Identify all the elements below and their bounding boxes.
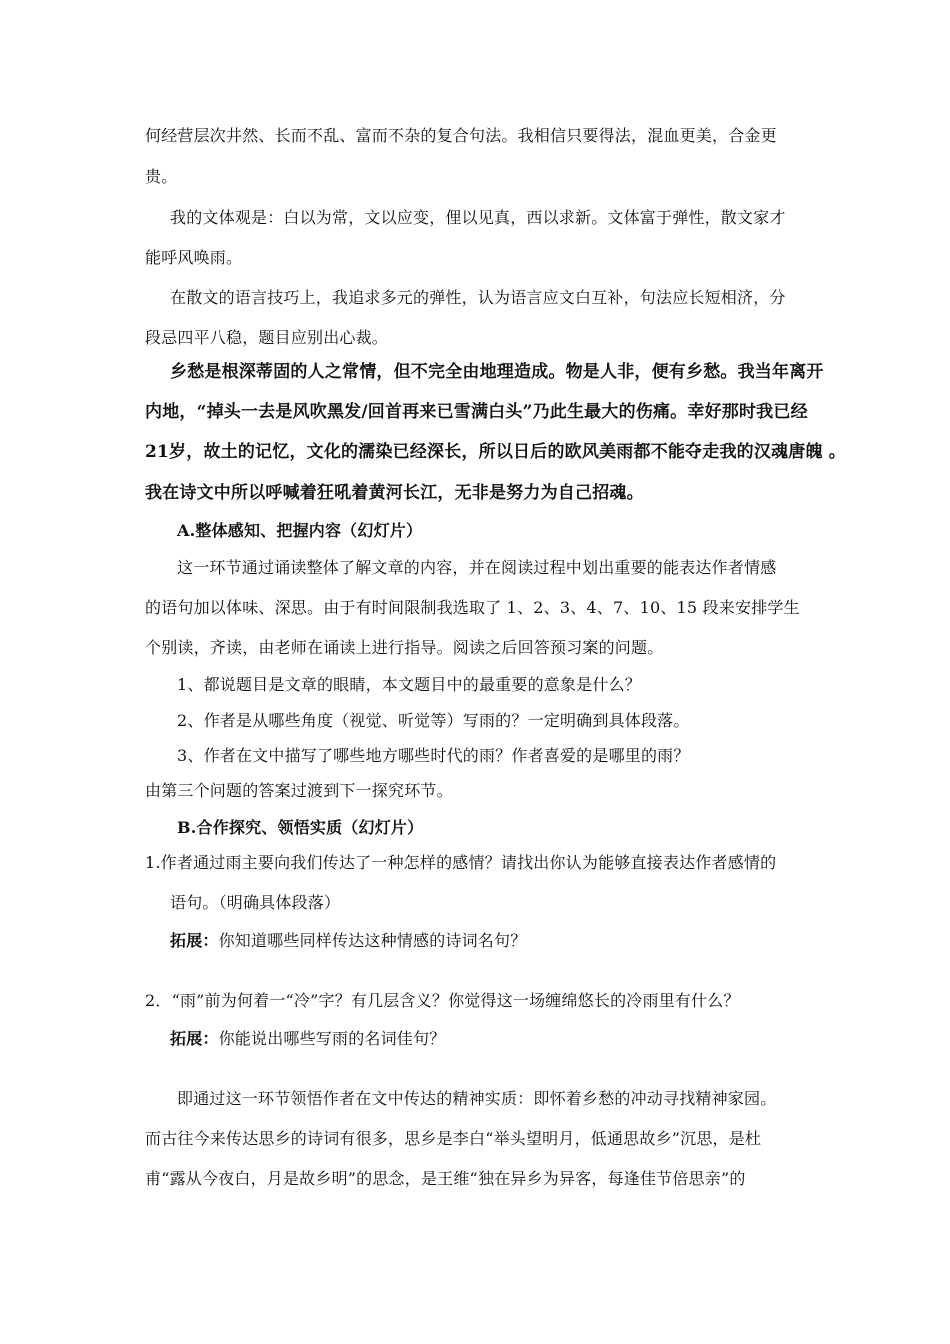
inquiry-item-continuation: 语句。（明确具体段落） xyxy=(170,893,341,912)
bold-quote-line: 内地，“掉头一去是风吹黑发/回首再来已雪满白头”乃此生最大的伤痛。幸好那时我已经 xyxy=(145,402,808,422)
paragraph-line: 在散文的语言技巧上，我追求多元的弹性，认为语言应文白互补，句法应长短相济，分 xyxy=(170,288,786,307)
bold-quote-line: 21岁，故土的记忆，文化的濡染已经深长，所以日后的欧风美雨都不能夺走我的汉魂唐魄 。 xyxy=(145,442,846,462)
paragraph-line: 的语句加以体味、深思。由于有时间限制我选取了 1、2、3、4、7、10、15 段来安排学生 xyxy=(145,598,800,617)
paragraph-line: 这一环节通过诵读整体了解文章的内容，并在阅读过程中划出重要的能表达作者情感 xyxy=(177,558,777,577)
extension-label: 拓展： xyxy=(170,931,219,950)
paragraph-line: 能呼风唤雨。 xyxy=(145,248,243,267)
extension-label: 拓展： xyxy=(170,1029,219,1048)
extension-text: 你能说出哪些写雨的名词佳句？ xyxy=(218,1029,446,1048)
section-heading-a: A.整体感知、把握内容（幻灯片） xyxy=(177,521,423,540)
question-item: 3、作者在文中描写了哪些地方哪些时代的雨？作者喜爱的是哪里的雨？ xyxy=(177,746,690,765)
bold-quote-line: 我在诗文中所以呼喊着狂吼着黄河长江，无非是努力为自己招魂。 xyxy=(145,483,644,503)
extension-line xyxy=(170,931,526,951)
inquiry-item: 2．“雨”前为何着一“冷”字？有几层含义？你觉得这一场缠绵悠长的冷雨里有什么？ xyxy=(145,991,740,1010)
paragraph-line: 何经营层次井然、长而不乱、富而不杂的复合句法。我相信只要得法，混血更美，合金更 xyxy=(145,126,777,145)
extension-text: 你知道哪些同样传达这种情感的诗词名句？ xyxy=(218,931,527,950)
paragraph-line: 段忌四平八稳，题目应别出心裁。 xyxy=(145,328,389,347)
extension-line xyxy=(170,1029,445,1049)
paragraph-line: 贵。 xyxy=(145,167,178,186)
paragraph-line: 即通过这一环节领悟作者在文中传达的精神实质：即怀着乡愁的冲动寻找精神家园。 xyxy=(177,1089,777,1108)
bold-quote-line: 乡愁是根深蒂固的人之常情，但不完全由地理造成。物是人非，便有乡愁。我当年离开 xyxy=(170,362,824,382)
inquiry-item: 1.作者通过雨主要向我们传达了一种怎样的感情？请找出你认为能够直接表达作者感情的 xyxy=(145,853,777,872)
paragraph-line: 个别读，齐读，由老师在诵读上进行指导。阅读之后回答预习案的问题。 xyxy=(145,638,664,657)
paragraph-line: 我的文体观是：白以为常，文以应变，俚以见真，西以求新。文体富于弹性，散文家才 xyxy=(170,208,786,227)
transition-line: 由第三个问题的答案过渡到下一探究环节。 xyxy=(145,781,453,800)
paragraph-line: 甫“露从今夜白，月是故乡明”的思念，是王维“独在异乡为异客，每逢佳节倍思亲”的 xyxy=(145,1169,746,1188)
section-heading-b: B.合作探究、领悟实质（幻灯片） xyxy=(177,818,424,837)
question-item: 1、都说题目是文章的眼睛，本文题目中的最重要的意象是什么？ xyxy=(177,675,641,694)
paragraph-line: 而古往今来传达思乡的诗词有很多，思乡是李白“举头望明月，低通思故乡”沉思，是杜 xyxy=(145,1129,762,1148)
question-item: 2、作者是从哪些角度（视觉、听觉等）写雨的？一定明确到具体段落。 xyxy=(177,711,690,730)
